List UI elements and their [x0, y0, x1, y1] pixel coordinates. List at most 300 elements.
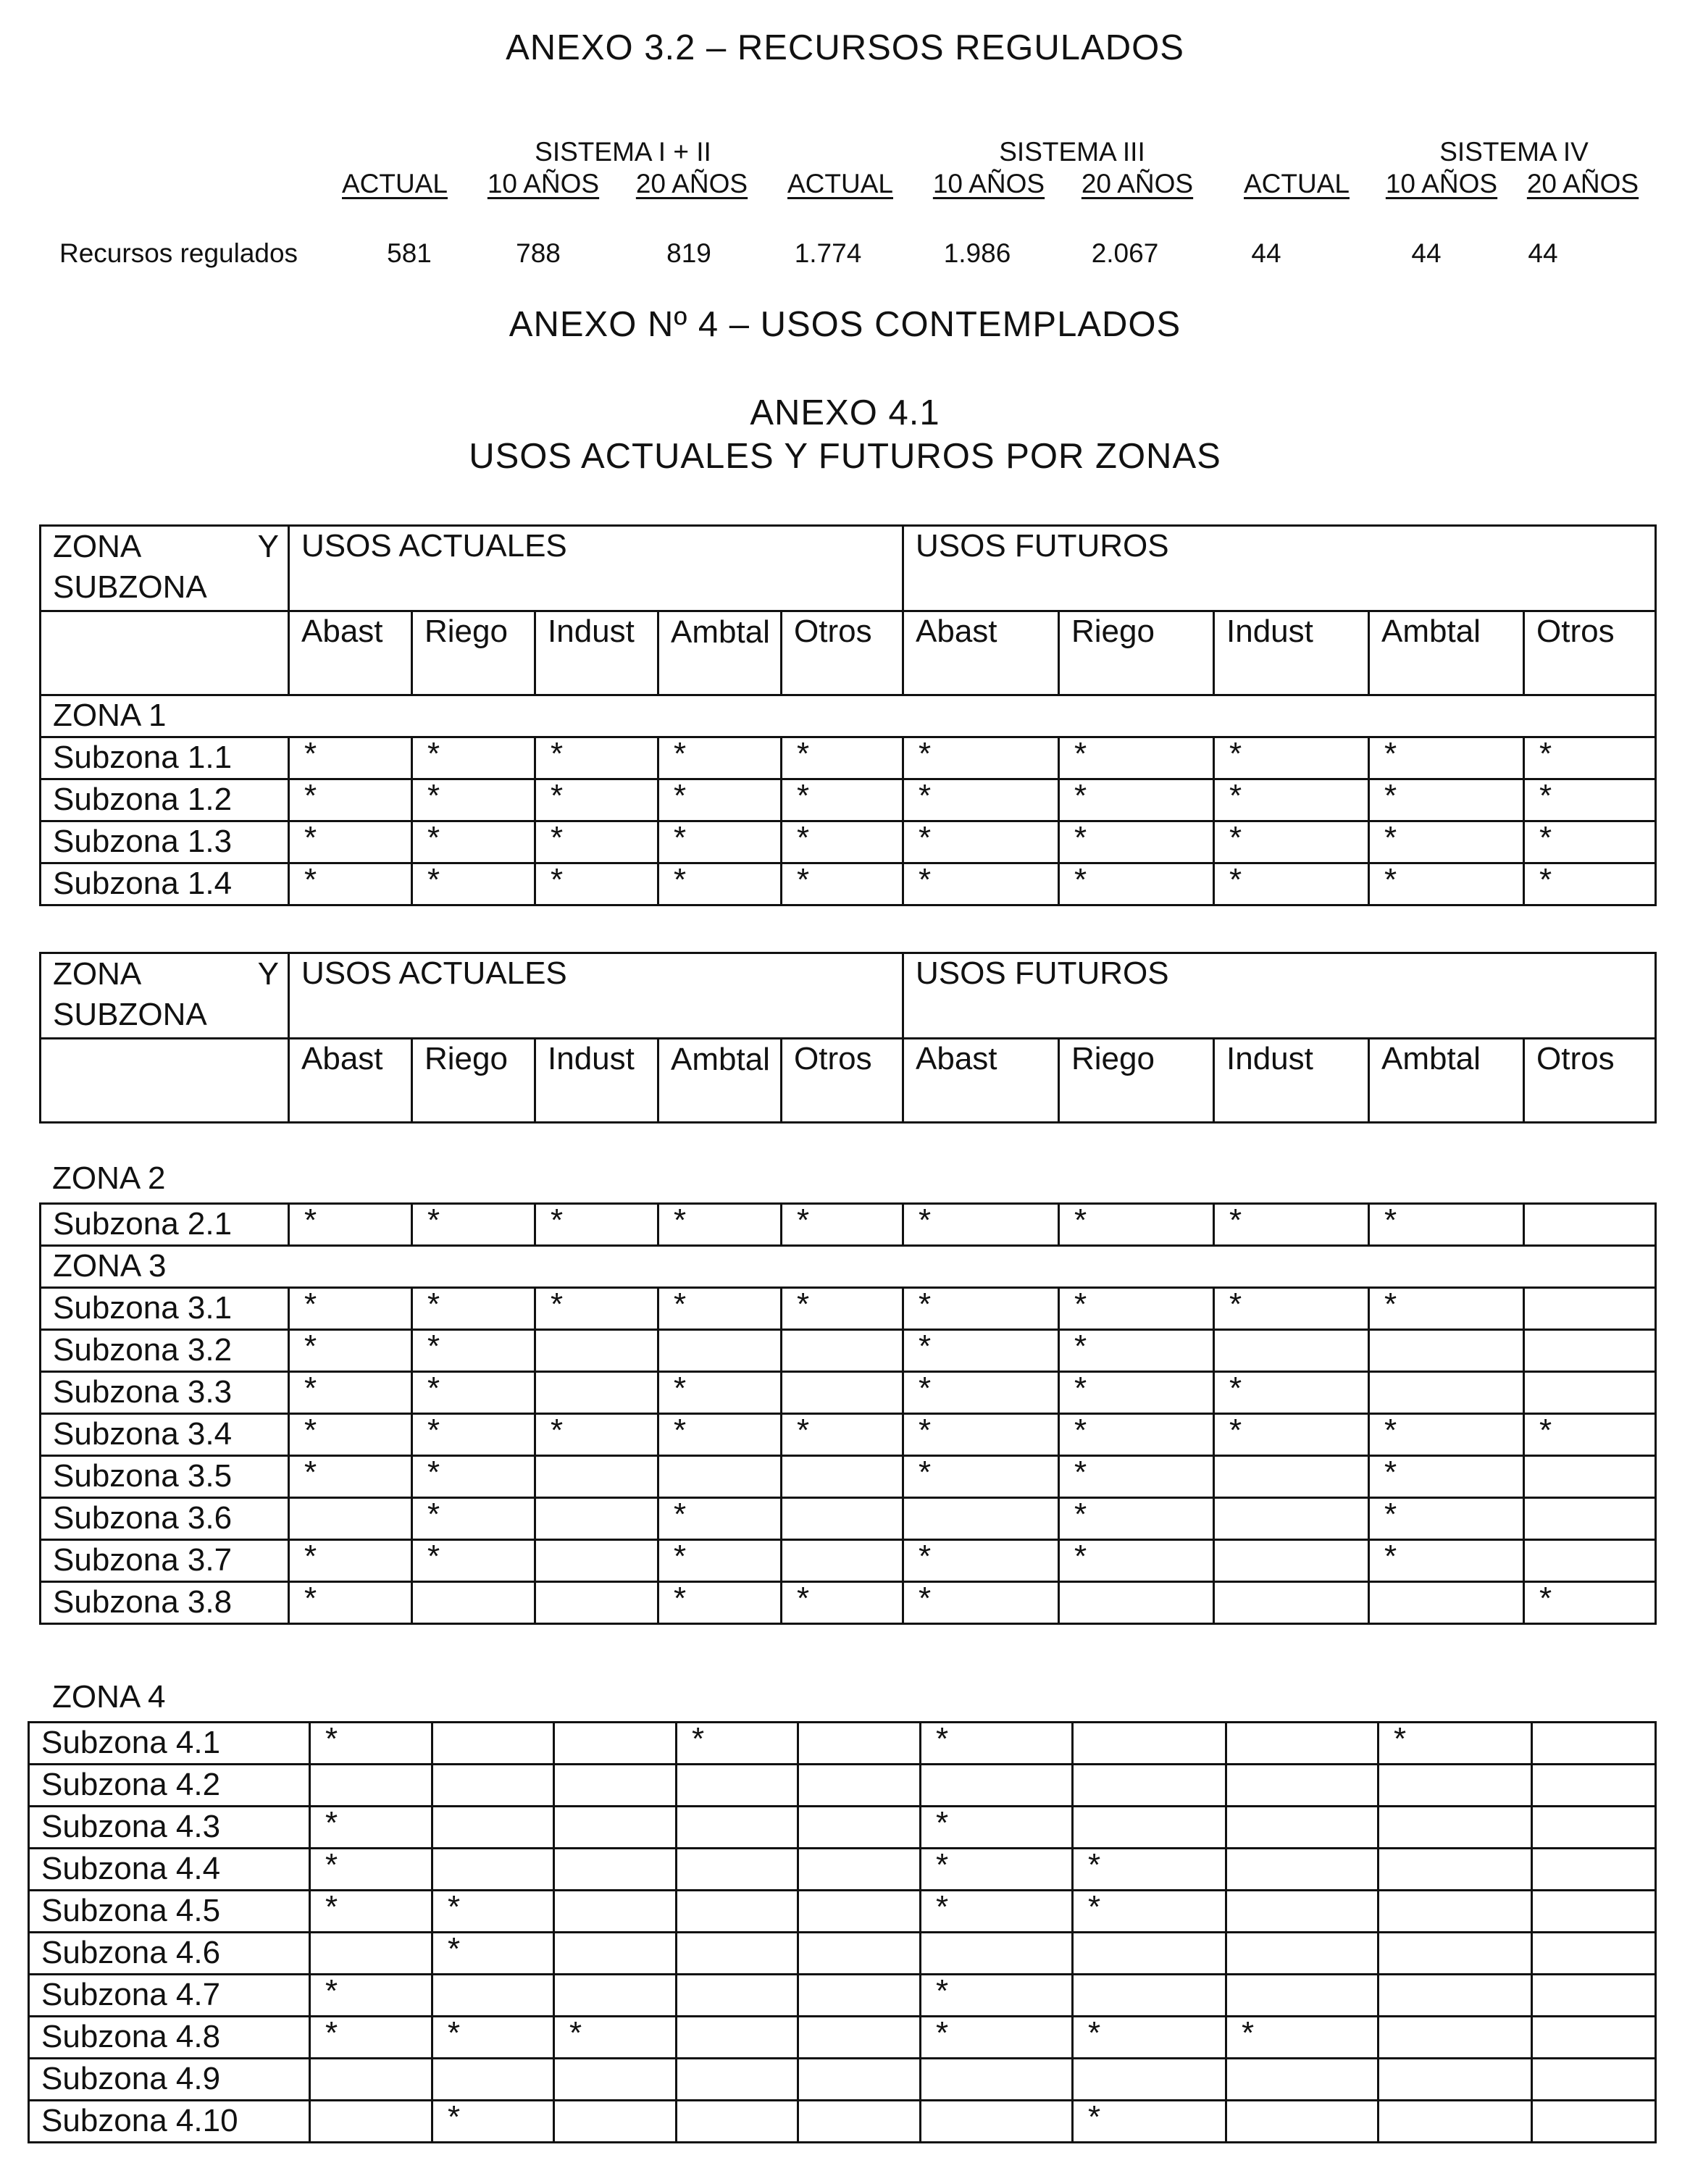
- usage-mark: *: [1059, 1204, 1214, 1246]
- usage-mark: *: [1214, 779, 1369, 821]
- subzone-row: [41, 1582, 1656, 1624]
- empty-cell: [432, 2059, 554, 2101]
- usage-mark: *: [903, 1204, 1059, 1246]
- empty-cell: [1226, 2059, 1379, 2101]
- usage-mark: *: [412, 821, 535, 863]
- usage-mark: *: [412, 863, 535, 905]
- empty-cell: [677, 2059, 798, 2101]
- empty-cell: [677, 1849, 798, 1891]
- subzone-row: [29, 1723, 1656, 1765]
- empty-cell: [310, 2059, 432, 2101]
- empty-cell: [798, 1807, 921, 1849]
- usage-mark: *: [1369, 1498, 1524, 1540]
- subzone-row: [29, 1891, 1656, 1933]
- col-riego-future: Riego: [1059, 611, 1214, 695]
- subzone-row: [41, 779, 1656, 821]
- empty-cell: [1073, 2059, 1226, 2101]
- empty-cell: [1532, 2101, 1656, 2143]
- usage-mark: *: [782, 1204, 903, 1246]
- usage-mark: *: [1073, 1891, 1226, 1933]
- usage-mark: *: [921, 1891, 1073, 1933]
- regulated-resources-block: [0, 0, 1690, 275]
- subzone-row: [41, 821, 1656, 863]
- col-indust-current: Indust: [535, 1039, 658, 1123]
- empty-cell: [1369, 1372, 1524, 1414]
- empty-cell: [535, 1330, 658, 1372]
- usage-mark: *: [310, 1723, 432, 1765]
- empty-cell: [1226, 1765, 1379, 1807]
- empty-cell: [535, 1582, 658, 1624]
- usage-mark: *: [903, 863, 1059, 905]
- usage-mark: *: [1524, 737, 1656, 779]
- usage-mark: *: [782, 737, 903, 779]
- col-otros-current: Otros: [782, 611, 903, 695]
- usage-mark: *: [289, 1372, 412, 1414]
- usage-mark: *: [903, 1540, 1059, 1582]
- zone-word: ZONA: [53, 956, 142, 992]
- subzone-row: [29, 2017, 1656, 2059]
- empty-cell: [432, 1975, 554, 2017]
- subzone-name: Subzona 2.1: [41, 1204, 289, 1246]
- column-header: 20 AÑOS: [1081, 169, 1194, 198]
- column-header-row: [41, 611, 1656, 695]
- subzone-name: Subzona 4.6: [29, 1933, 310, 1975]
- usage-mark: *: [658, 1540, 782, 1582]
- usage-mark: *: [658, 863, 782, 905]
- empty-cell: [1532, 2017, 1656, 2059]
- empty-cell: [798, 1933, 921, 1975]
- col-riego-future: Riego: [1059, 1039, 1214, 1123]
- usage-mark: *: [1214, 737, 1369, 779]
- empty-cell: [798, 1723, 921, 1765]
- usage-mark: *: [1073, 2101, 1226, 2143]
- usage-mark: *: [412, 1540, 535, 1582]
- usage-mark: *: [1369, 1288, 1524, 1330]
- usage-mark: *: [921, 1723, 1073, 1765]
- empty-cell: [1379, 2017, 1532, 2059]
- empty-cell: [554, 2101, 677, 2143]
- subzone-row: [41, 1498, 1656, 1540]
- empty-cell: [432, 1807, 554, 1849]
- col-ambtal-current: Ambtal: [658, 1039, 782, 1123]
- empty-cell: [921, 1765, 1073, 1807]
- usage-mark: *: [903, 779, 1059, 821]
- subzone-name: Subzona 4.1: [29, 1723, 310, 1765]
- column-header: 20 AÑOS: [1526, 169, 1639, 198]
- usage-mark: *: [1214, 863, 1369, 905]
- usage-mark: *: [412, 1414, 535, 1456]
- subzone-name: Subzona 3.8: [41, 1582, 289, 1624]
- usage-mark: *: [289, 1582, 412, 1624]
- empty-cell: [310, 1765, 432, 1807]
- empty-cell: [677, 1933, 798, 1975]
- subzone-row: [29, 1933, 1656, 1975]
- usage-table-zones-2-3: [39, 1202, 1657, 1625]
- empty-cell: [554, 1975, 677, 2017]
- subzone-name: Subzona 3.4: [41, 1414, 289, 1456]
- subzone-name: Subzona 4.5: [29, 1891, 310, 1933]
- value-cell: 1.986: [943, 238, 1011, 268]
- subzone-word: SUBZONA: [53, 997, 207, 1032]
- empty-cell: [1073, 1975, 1226, 2017]
- usage-mark: *: [1059, 1372, 1214, 1414]
- usage-mark: *: [289, 1540, 412, 1582]
- usage-mark: *: [289, 1456, 412, 1498]
- annex-4-1-title: ANEXO 4.1: [750, 393, 940, 432]
- empty-cell: [921, 2101, 1073, 2143]
- empty-cell: [782, 1372, 903, 1414]
- usage-mark: *: [658, 1582, 782, 1624]
- col-indust-future: Indust: [1214, 611, 1369, 695]
- empty-cell: [1532, 1765, 1656, 1807]
- usage-mark: *: [658, 779, 782, 821]
- usage-mark: *: [432, 2017, 554, 2059]
- usage-mark: *: [658, 821, 782, 863]
- subzone-row: [41, 1330, 1656, 1372]
- subzone-name: Subzona 1.2: [41, 779, 289, 821]
- usage-mark: *: [535, 1288, 658, 1330]
- usage-mark: *: [1214, 1372, 1369, 1414]
- empty-cell: [432, 1849, 554, 1891]
- empty-cell: [554, 1723, 677, 1765]
- usage-mark: *: [289, 1204, 412, 1246]
- usage-mark: *: [535, 863, 658, 905]
- empty-cell: [41, 1039, 289, 1123]
- usage-mark: *: [1059, 863, 1214, 905]
- empty-cell: [677, 2101, 798, 2143]
- usage-mark: *: [1369, 821, 1524, 863]
- empty-cell: [412, 1582, 535, 1624]
- usage-mark: *: [1059, 779, 1214, 821]
- empty-cell: [798, 1891, 921, 1933]
- column-header: 20 AÑOS: [635, 169, 748, 198]
- usage-table-header-repeat: [39, 952, 1657, 1124]
- usage-mark: *: [535, 1414, 658, 1456]
- empty-cell: [658, 1330, 782, 1372]
- col-indust-current: Indust: [535, 611, 658, 695]
- usage-mark: *: [782, 1582, 903, 1624]
- col-ambtal-current: Ambtal: [658, 611, 782, 695]
- empty-cell: [1369, 1330, 1524, 1372]
- value-cell: 581: [387, 238, 432, 268]
- subzone-row: [41, 1540, 1656, 1582]
- usage-mark: *: [782, 1414, 903, 1456]
- usage-mark: *: [1214, 1414, 1369, 1456]
- subzone-name: Subzona 3.3: [41, 1372, 289, 1414]
- empty-cell: [432, 1723, 554, 1765]
- subzone-name: Subzona 4.8: [29, 2017, 310, 2059]
- empty-cell: [554, 1891, 677, 1933]
- y-word: Y: [257, 529, 279, 564]
- usage-mark: *: [310, 1807, 432, 1849]
- empty-cell: [1226, 2101, 1379, 2143]
- usage-mark: *: [412, 779, 535, 821]
- empty-cell: [535, 1540, 658, 1582]
- subzone-row: [41, 1204, 1656, 1246]
- usage-mark: *: [310, 1849, 432, 1891]
- empty-cell: [1379, 1891, 1532, 1933]
- empty-cell: [1073, 1933, 1226, 1975]
- usage-mark: *: [412, 1330, 535, 1372]
- future-uses-header: USOS FUTUROS: [903, 953, 1656, 1039]
- subzone-name: Subzona 1.4: [41, 863, 289, 905]
- current-uses-header: USOS ACTUALES: [289, 953, 903, 1039]
- subzone-row: [29, 1807, 1656, 1849]
- empty-cell: [1214, 1582, 1369, 1624]
- value-cell: 44: [1411, 238, 1442, 268]
- empty-cell: [1214, 1540, 1369, 1582]
- empty-cell: [1214, 1498, 1369, 1540]
- subzone-row: [29, 2101, 1656, 2143]
- usage-mark: *: [1369, 737, 1524, 779]
- annex-4-title: ANEXO Nº 4 – USOS CONTEMPLADOS: [509, 305, 1181, 344]
- usage-mark: *: [432, 2101, 554, 2143]
- row-label: Recursos regulados: [59, 238, 298, 268]
- usage-mark: *: [1059, 1456, 1214, 1498]
- usage-mark: *: [921, 1975, 1073, 2017]
- usage-mark: *: [289, 779, 412, 821]
- usage-mark: *: [289, 1414, 412, 1456]
- empty-cell: [1524, 1372, 1656, 1414]
- usage-mark: *: [432, 1891, 554, 1933]
- empty-cell: [554, 2059, 677, 2101]
- empty-cell: [798, 1975, 921, 2017]
- value-cell: 44: [1251, 238, 1281, 268]
- empty-cell: [798, 2101, 921, 2143]
- usage-mark: *: [1379, 1723, 1532, 1765]
- empty-cell: [535, 1456, 658, 1498]
- subzone-row: [29, 2059, 1656, 2101]
- empty-cell: [921, 1933, 1073, 1975]
- empty-cell: [554, 1765, 677, 1807]
- usage-mark: *: [412, 1456, 535, 1498]
- system-header: SISTEMA IV: [1439, 137, 1589, 167]
- annex-4-1-subtitle: USOS ACTUALES Y FUTUROS POR ZONAS: [469, 437, 1221, 476]
- usage-mark: *: [921, 1849, 1073, 1891]
- empty-cell: [658, 1456, 782, 1498]
- empty-cell: [1532, 1933, 1656, 1975]
- empty-cell: [782, 1498, 903, 1540]
- empty-cell: [554, 1849, 677, 1891]
- system-header: SISTEMA I + II: [535, 137, 711, 167]
- subzone-name: Subzona 3.5: [41, 1456, 289, 1498]
- subzone-name: Subzona 4.2: [29, 1765, 310, 1807]
- usage-mark: *: [903, 737, 1059, 779]
- empty-cell: [535, 1372, 658, 1414]
- usage-table-zone-1: [39, 524, 1657, 906]
- usage-mark: *: [1059, 1288, 1214, 1330]
- usage-mark: *: [921, 1807, 1073, 1849]
- usage-mark: *: [658, 1288, 782, 1330]
- col-indust-future: Indust: [1214, 1039, 1369, 1123]
- empty-cell: [1524, 1288, 1656, 1330]
- usage-mark: *: [1524, 821, 1656, 863]
- subzone-name: Subzona 1.3: [41, 821, 289, 863]
- usage-mark: *: [535, 821, 658, 863]
- subzone-row: [41, 1414, 1656, 1456]
- empty-cell: [1532, 1891, 1656, 1933]
- usage-mark: *: [412, 1372, 535, 1414]
- empty-cell: [1524, 1330, 1656, 1372]
- subzone-name: Subzona 1.1: [41, 737, 289, 779]
- subzone-name: Subzona 4.10: [29, 2101, 310, 2143]
- col-riego-current: Riego: [412, 1039, 535, 1123]
- usage-mark: *: [535, 779, 658, 821]
- usage-mark: *: [903, 1372, 1059, 1414]
- empty-cell: [782, 1456, 903, 1498]
- usage-mark: *: [903, 1414, 1059, 1456]
- empty-cell: [1214, 1456, 1369, 1498]
- subzone-name: Subzona 3.6: [41, 1498, 289, 1540]
- subzone-row: [41, 1372, 1656, 1414]
- col-abast-current: Abast: [289, 1039, 412, 1123]
- zone-row: [41, 695, 1656, 737]
- empty-cell: [432, 1765, 554, 1807]
- empty-cell: [1524, 1498, 1656, 1540]
- zone-row: [41, 1246, 1656, 1288]
- empty-cell: [1532, 1723, 1656, 1765]
- usage-mark: *: [1524, 863, 1656, 905]
- usage-mark: *: [658, 1498, 782, 1540]
- usage-mark: *: [903, 821, 1059, 863]
- zone-4-label: ZONA 4: [52, 1679, 166, 1715]
- usage-mark: *: [1524, 1414, 1656, 1456]
- usage-mark: *: [432, 1933, 554, 1975]
- empty-cell: [798, 1849, 921, 1891]
- value-cell: 1.774: [794, 238, 862, 268]
- usage-mark: *: [1524, 1582, 1656, 1624]
- empty-cell: [1073, 1765, 1226, 1807]
- column-header: ACTUAL: [787, 169, 893, 198]
- empty-cell: [1524, 1456, 1656, 1498]
- empty-cell: [903, 1498, 1059, 1540]
- zone-word: ZONA: [53, 529, 142, 564]
- empty-cell: [677, 1807, 798, 1849]
- usage-mark: *: [903, 1288, 1059, 1330]
- subzone-name: Subzona 3.2: [41, 1330, 289, 1372]
- empty-cell: [1369, 1582, 1524, 1624]
- col-otros-future: Otros: [1524, 611, 1656, 695]
- future-uses-header: USOS FUTUROS: [903, 526, 1656, 611]
- value-cell: 788: [516, 238, 561, 268]
- empty-cell: [554, 1807, 677, 1849]
- usage-mark: *: [1369, 1414, 1524, 1456]
- empty-cell: [1379, 1765, 1532, 1807]
- subzone-row: [29, 1765, 1656, 1807]
- subzone-name: Subzona 4.9: [29, 2059, 310, 2101]
- usage-mark: *: [1214, 1204, 1369, 1246]
- subzone-row: [41, 737, 1656, 779]
- usage-mark: *: [1214, 821, 1369, 863]
- usage-mark: *: [1369, 779, 1524, 821]
- col-otros-current: Otros: [782, 1039, 903, 1123]
- subzone-word: SUBZONA: [53, 569, 207, 605]
- usage-mark: *: [1073, 2017, 1226, 2059]
- usage-mark: *: [1059, 1540, 1214, 1582]
- usage-table-zone-4: [28, 1721, 1657, 2143]
- column-header: 10 AÑOS: [932, 169, 1045, 198]
- usage-mark: *: [289, 1288, 412, 1330]
- column-header: 10 AÑOS: [1385, 169, 1498, 198]
- annex-3-2-title: ANEXO 3.2 – RECURSOS REGULADOS: [506, 28, 1184, 67]
- usage-mark: *: [412, 1288, 535, 1330]
- subzone-name: Subzona 4.7: [29, 1975, 310, 2017]
- zone-label: ZONA 3: [41, 1246, 1656, 1288]
- empty-cell: [1532, 1807, 1656, 1849]
- empty-cell: [1226, 1933, 1379, 1975]
- empty-cell: [1532, 2059, 1656, 2101]
- usage-mark: *: [310, 1975, 432, 2017]
- empty-cell: [921, 2059, 1073, 2101]
- subzone-row: [41, 1288, 1656, 1330]
- subzone-row: [29, 1975, 1656, 2017]
- usage-mark: *: [658, 1372, 782, 1414]
- usage-mark: *: [310, 1891, 432, 1933]
- y-word: Y: [257, 956, 279, 992]
- zone-2-label: ZONA 2: [52, 1160, 166, 1196]
- usage-mark: *: [1369, 1540, 1524, 1582]
- system-header: SISTEMA III: [999, 137, 1145, 167]
- empty-cell: [1226, 1975, 1379, 2017]
- empty-cell: [677, 2017, 798, 2059]
- usage-mark: *: [289, 821, 412, 863]
- column-header: ACTUAL: [1244, 169, 1350, 198]
- subzone-name: Subzona 4.3: [29, 1807, 310, 1849]
- empty-cell: [798, 2059, 921, 2101]
- current-uses-header: USOS ACTUALES: [289, 526, 903, 611]
- zone-subzone-header: [41, 953, 289, 1039]
- usage-mark: *: [1369, 1456, 1524, 1498]
- empty-cell: [1379, 1975, 1532, 2017]
- col-ambtal-future: Ambtal: [1369, 1039, 1524, 1123]
- usage-mark: *: [1369, 1204, 1524, 1246]
- empty-cell: [1226, 1849, 1379, 1891]
- column-header: 10 AÑOS: [487, 169, 600, 198]
- usage-mark: *: [677, 1723, 798, 1765]
- usage-mark: *: [412, 737, 535, 779]
- empty-cell: [1379, 1807, 1532, 1849]
- empty-cell: [310, 1933, 432, 1975]
- empty-cell: [1379, 1933, 1532, 1975]
- usage-mark: *: [289, 737, 412, 779]
- usage-mark: *: [554, 2017, 677, 2059]
- usage-mark: *: [412, 1498, 535, 1540]
- usage-mark: *: [903, 1456, 1059, 1498]
- empty-cell: [1524, 1540, 1656, 1582]
- subzone-row: [29, 1849, 1656, 1891]
- col-riego-current: Riego: [412, 611, 535, 695]
- usage-mark: *: [782, 1288, 903, 1330]
- empty-cell: [310, 2101, 432, 2143]
- subzone-name: Subzona 3.7: [41, 1540, 289, 1582]
- usage-mark: *: [782, 779, 903, 821]
- col-otros-future: Otros: [1524, 1039, 1656, 1123]
- usage-mark: *: [782, 821, 903, 863]
- zone-label: ZONA 1: [41, 695, 1656, 737]
- empty-cell: [554, 1933, 677, 1975]
- usage-mark: *: [1059, 1498, 1214, 1540]
- empty-cell: [798, 1765, 921, 1807]
- usage-mark: *: [412, 1204, 535, 1246]
- empty-cell: [677, 1975, 798, 2017]
- col-abast-future: Abast: [903, 1039, 1059, 1123]
- empty-cell: [535, 1498, 658, 1540]
- subzone-row: [41, 863, 1656, 905]
- usage-mark: *: [903, 1330, 1059, 1372]
- usage-mark: *: [1369, 863, 1524, 905]
- usage-mark: *: [1226, 2017, 1379, 2059]
- col-ambtal-future: Ambtal: [1369, 611, 1524, 695]
